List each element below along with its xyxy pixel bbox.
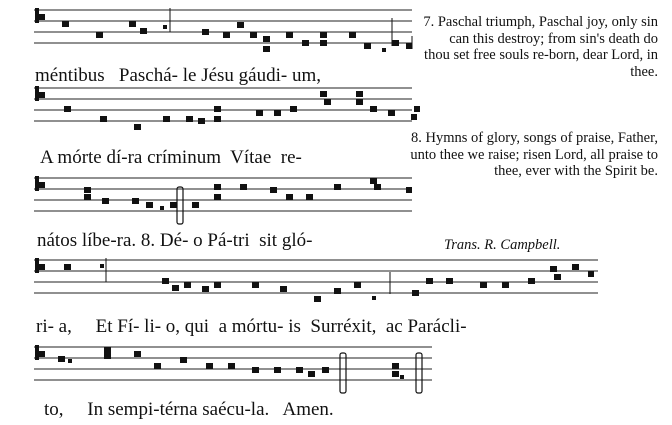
verse-8-text: 8. Hymns of glory, songs of praise, Father, unto thee we raise; risen Lord, all praise to thee, ever with the Spirit be. [410,130,658,180]
lyric-line-4: ri- a, Et Fí- li- o, qui a mórtu- is Surréxit, ac Parácli- [36,316,467,337]
chant-staff-5 [34,343,434,395]
lyric-line-2: A mórte dí-ra críminum Vítae re- [40,147,302,168]
translation-credit: Trans. R. Campbell. [444,237,561,253]
chant-staff-1 [34,8,414,52]
staff-5-notation [34,343,434,395]
verse-8 [410,130,658,180]
lyric-line-3: nátos líbe-ra. 8. Dé- o Pá-tri sit gló- [37,230,313,251]
verse-7-text: 7. Paschal triumph, Paschal joy, only sin can this destroy; from sin's death do thou set free souls re-born, dear Lord, in thee. [423,14,658,80]
chant-staff-4 [34,258,600,302]
chant-staff-2 [34,86,414,130]
lyric-line-1: méntibus Paschá- le Jésu gáudi- um, [35,65,322,86]
staff-1-notation [34,8,414,52]
staff-4-notation [34,258,600,302]
staff-2-notation [34,86,414,130]
staff-3-notation [34,174,414,226]
lyric-line-5: to, In sempi-térna saécu-la. Amen. [44,399,334,420]
verse-7 [420,14,658,80]
chant-staff-3 [34,174,414,226]
